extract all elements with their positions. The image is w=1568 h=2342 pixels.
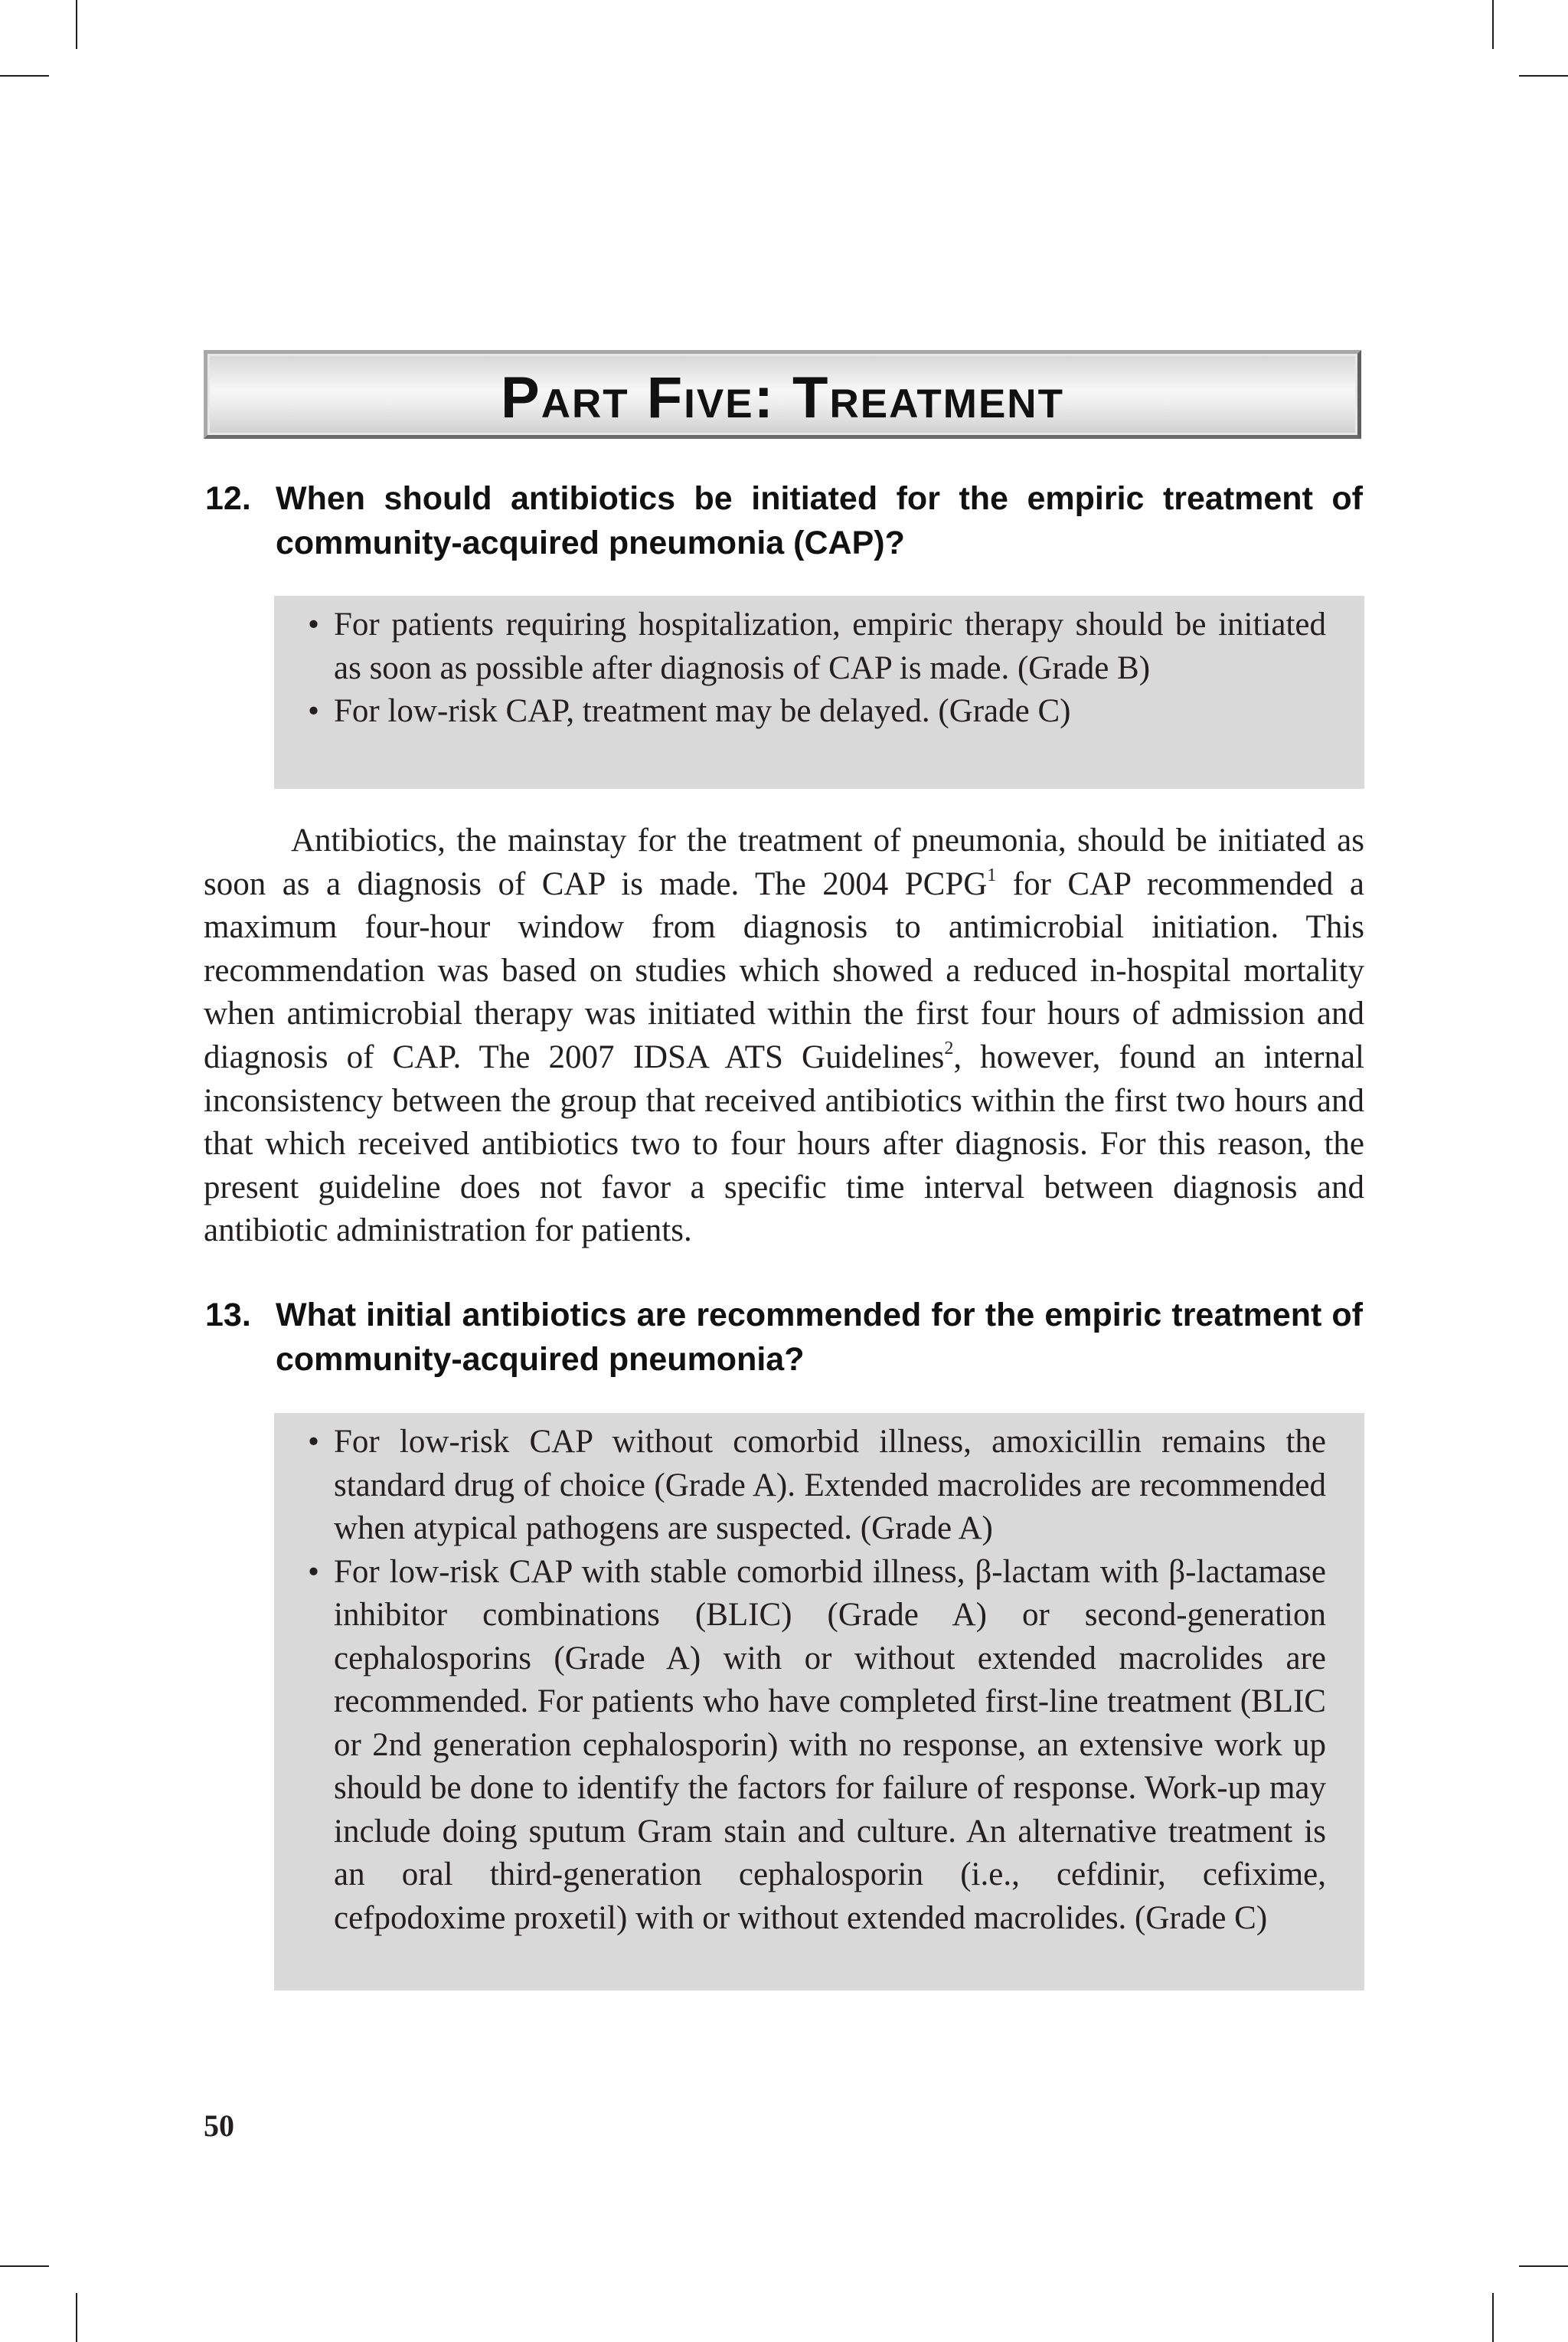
crop-mark [76,0,77,49]
body-paragraph: Antibiotics, the mainstay for the treatment of pneumonia, should be initiated as soon as a diagnosis of CAP is made. The 2004 PCPG$^1$ for CAP recommended a maximum four-hour window from diagnosis to antimicrobial initiation. This recommendation was based on studies which showed a reduced in-hospital mortality when antimicrobial therapy was initiated within the first four hours of admission and diagnosis of CAP. The 2007 IDSA ATS Guidelines$^2$, however, found an internal inconsistency between the group that received antibiotics within the first two hours and that which received antibiotics two to four hours after diagnosis. For this reason, the present guideline does not favor a specific time interval between diagnosis and antibiotic administration for patients. [204,823,1364,1249]
question-text: What initial antibiotics are recommended for the empiric treatment of community-acquired pneumonia? [276,1297,1363,1378]
recommendation-item: • For low-risk CAP with stable comorbid illness, β-lactam with β-lactamase inhibitor combinations (BLIC) (Grade A) or second-generation cephalosporins (Grade A) with or without extended macrolides are recommended. For patients who have completed first-line treatment (BLIC or 2nd generation cephalosporin) with no response, an extensive work up should be done to identify the factors for failure of response. Work-up may include doing sputum Gram stain and culture. An alternative treatment is an oral third-generation cephalosporin (i.e., cefdinir, cefixime, cefpodoxime proxetil) with or without extended macrolides. (Grade C) [297,1551,1326,1941]
question-13 [205,1293,1363,1382]
part-banner [204,350,1361,439]
crop-mark [76,2293,77,2342]
question-number: 13. [205,1297,251,1333]
recommendation-item: • For low-risk CAP, treatment may be delayed. (Grade C) [297,690,1326,734]
crop-mark [0,2265,49,2267]
crop-mark [1519,75,1568,77]
question-text: When should antibiotics be initiated for the empiric treatment of community-acquired pneumonia (CAP)? [276,480,1363,561]
crop-mark [1519,2265,1568,2267]
page-number: 50 [204,2108,234,2143]
recommendation-box-13 [274,1413,1364,1990]
recommendation-list [297,603,1326,734]
bullet-icon: • [308,693,320,729]
question-12 [205,476,1363,565]
bullet-icon: • [308,1553,320,1590]
reference-2: 2 [944,1038,954,1058]
recommendation-item: • For patients requiring hospitalization, empiric therapy should be initiated as soon as possible after diagnosis of CAP is made. (Grade B) [297,603,1326,690]
crop-mark [1492,0,1494,49]
reference-1: 1 [987,865,997,885]
recommendation-list [297,1421,1326,1940]
bullet-icon: • [308,607,320,643]
recommendation-item: • For low-risk CAP without comorbid illness, amoxicillin remains the standard drug of choice (Grade A). Extended macrolides are recommended when atypical pathogens are suspected. (Grade A) [297,1421,1326,1551]
part-title: Part Five: Treatment [501,365,1064,430]
question-number: 12. [205,480,251,517]
crop-mark [0,75,49,77]
bullet-icon: • [308,1424,320,1460]
crop-mark [1492,2293,1494,2342]
recommendation-box-12 [274,596,1364,789]
